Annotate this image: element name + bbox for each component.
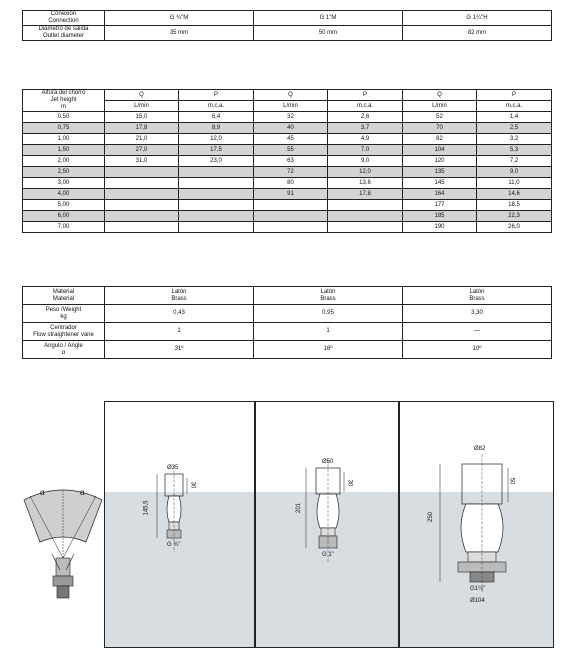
- table-cell: 17,8: [328, 189, 403, 200]
- table-row: [23, 211, 552, 222]
- table-cell: [254, 222, 328, 233]
- table-cell: 7,0: [328, 145, 403, 156]
- table-cell: 31º: [105, 341, 254, 359]
- flow-pressure-table: [22, 89, 552, 233]
- table-cell: 1: [105, 323, 254, 341]
- table-cell: 13,6: [328, 178, 403, 189]
- table-cell: 31,0: [105, 156, 179, 167]
- dimension-side: 30: [346, 479, 353, 487]
- table-header-row: [23, 90, 552, 101]
- table-row: [23, 134, 552, 145]
- dimension-base-diameter: Ø104: [470, 598, 485, 604]
- table-cell: 8,9: [179, 123, 254, 134]
- table-cell: 16º: [254, 341, 403, 359]
- table-cell: [179, 167, 254, 178]
- table-cell: —: [403, 323, 552, 341]
- table-cell: 14,6: [477, 189, 552, 200]
- table-row: [23, 156, 552, 167]
- row-label: Angulo / Angle α: [23, 341, 105, 359]
- table-cell: 40: [254, 123, 328, 134]
- jet-height-cell: 0,50: [23, 112, 105, 123]
- table-cell: 91: [254, 189, 328, 200]
- angle-diagram: [22, 470, 104, 620]
- table-cell: [328, 211, 403, 222]
- table-cell: 3,7: [328, 123, 403, 134]
- jet-height-cell: 1,50: [23, 145, 105, 156]
- unit-p: m.c.a.: [328, 101, 403, 112]
- table-cell: 21,0: [105, 134, 179, 145]
- table-row: [23, 341, 552, 359]
- table-cell: G 1¼"H: [403, 11, 552, 26]
- table-cell: 1: [254, 323, 403, 341]
- col-q: Q: [254, 90, 328, 101]
- dimension-top-diameter: Ø35: [167, 465, 179, 471]
- table-row: [23, 178, 552, 189]
- table-row: [23, 189, 552, 200]
- table-cell: 15,0: [105, 112, 179, 123]
- row-label: Diámetro de salida Outlet diameter: [23, 26, 105, 41]
- table-cell: 10º: [403, 341, 552, 359]
- col-p: P: [328, 90, 403, 101]
- table-row: [23, 287, 552, 305]
- table-cell: 22,3: [477, 211, 552, 222]
- table-cell: 70: [403, 123, 477, 134]
- table-cell: [328, 222, 403, 233]
- table-cell: 1,4: [477, 112, 552, 123]
- table-cell: 2,5: [477, 123, 552, 134]
- specs-table: [22, 286, 552, 359]
- dimension-height: 250: [428, 511, 435, 523]
- table-cell: 3,2: [477, 134, 552, 145]
- dimension-thread: G 1": [322, 552, 334, 558]
- jet-height-cell: 3,00: [23, 178, 105, 189]
- table-cell: 2,6: [328, 112, 403, 123]
- table-cell: 80: [254, 178, 328, 189]
- table-cell: 9,0: [477, 167, 552, 178]
- table-cell: [105, 178, 179, 189]
- table-cell: 26,0: [477, 222, 552, 233]
- table-row: [23, 222, 552, 233]
- table-row: [23, 26, 552, 41]
- jet-height-cell: 0,75: [23, 123, 105, 134]
- table-cell: 120: [403, 156, 477, 167]
- table-cell: 27,0: [105, 145, 179, 156]
- table-cell: 9,0: [328, 156, 403, 167]
- row-label: Conexión Connection: [23, 11, 105, 26]
- table-cell: 72: [254, 167, 328, 178]
- table-cell: 63: [254, 156, 328, 167]
- unit-p: m.c.a.: [477, 101, 552, 112]
- table-cell: 185: [403, 211, 477, 222]
- table-row: [23, 112, 552, 123]
- unit-p: m.c.a.: [179, 101, 254, 112]
- table-cell: 11,0: [477, 178, 552, 189]
- table-cell: 18,5: [477, 200, 552, 211]
- table-cell: [105, 222, 179, 233]
- table-cell: [179, 189, 254, 200]
- jet-height-header: Altura del chorro Jet height m: [23, 90, 105, 112]
- table-cell: 4,9: [328, 134, 403, 145]
- table-cell: 0,43: [105, 305, 254, 323]
- dimension-top-diameter: Ø82: [474, 446, 486, 452]
- table-cell: [179, 200, 254, 211]
- dimension-side: 30: [189, 481, 196, 489]
- table-row: [23, 305, 552, 323]
- table-cell: 17,5: [179, 145, 254, 156]
- table-cell: [179, 178, 254, 189]
- angle-label-left: α: [40, 488, 45, 497]
- dimension-height: 145,5: [143, 500, 150, 516]
- dimension-thread: G ¾": [167, 542, 181, 548]
- table-row: [23, 323, 552, 341]
- table-row: [23, 145, 552, 156]
- table-cell: [328, 200, 403, 211]
- table-cell: 50 mm: [254, 26, 403, 41]
- table-row: [23, 123, 552, 134]
- table-cell: 7,2: [477, 156, 552, 167]
- jet-height-cell: 6,00: [23, 211, 105, 222]
- table-cell: 17,8: [105, 123, 179, 134]
- jet-height-cell: 2,00: [23, 156, 105, 167]
- col-q: Q: [105, 90, 179, 101]
- table-row: [23, 167, 552, 178]
- col-p: P: [179, 90, 254, 101]
- table-cell: 177: [403, 200, 477, 211]
- table-cell: 55: [254, 145, 328, 156]
- unit-q: L/min: [403, 101, 477, 112]
- table-cell: Latón Brass: [254, 287, 403, 305]
- nozzle-diagram-g34: [104, 401, 255, 648]
- jet-height-cell: 5,00: [23, 200, 105, 211]
- table-cell: 82 mm: [403, 26, 552, 41]
- table-cell: 32: [254, 112, 328, 123]
- table-cell: 104: [403, 145, 477, 156]
- angle-label-right: α: [80, 488, 85, 497]
- table-cell: 3,30: [403, 305, 552, 323]
- jet-height-cell: 4,00: [23, 189, 105, 200]
- table-row: [23, 11, 552, 26]
- row-label: Centrador Flow straightener vane: [23, 323, 105, 341]
- table-cell: 35 mm: [105, 26, 254, 41]
- table-cell: [105, 167, 179, 178]
- table-cell: 23,0: [179, 156, 254, 167]
- table-cell: [105, 200, 179, 211]
- nozzle-diagram-g1: [255, 401, 399, 648]
- table-cell: Latón Brass: [403, 287, 552, 305]
- table-cell: 0,95: [254, 305, 403, 323]
- connection-table: [22, 10, 552, 41]
- jet-height-cell: 7,00: [23, 222, 105, 233]
- table-cell: 82: [403, 134, 477, 145]
- table-cell: 190: [403, 222, 477, 233]
- dimension-height: 201: [296, 502, 303, 514]
- table-cell: 12,0: [179, 134, 254, 145]
- table-cell: 52: [403, 112, 477, 123]
- table-cell: 164: [403, 189, 477, 200]
- col-p: P: [477, 90, 552, 101]
- table-cell: [179, 211, 254, 222]
- table-cell: [254, 200, 328, 211]
- col-q: Q: [403, 90, 477, 101]
- dimension-top-diameter: Ø50: [322, 459, 334, 465]
- table-row: [23, 200, 552, 211]
- jet-height-cell: 2,50: [23, 167, 105, 178]
- table-cell: 12,0: [328, 167, 403, 178]
- nozzle-diagram-g114: [399, 401, 554, 648]
- table-cell: [254, 211, 328, 222]
- table-cell: 135: [403, 167, 477, 178]
- table-cell: G ¾"M: [105, 11, 254, 26]
- row-label: Material Material: [23, 287, 105, 305]
- table-cell: 6,4: [179, 112, 254, 123]
- table-cell: 5,3: [477, 145, 552, 156]
- row-label: Peso /Weight kg: [23, 305, 105, 323]
- dimension-side: 50: [508, 477, 515, 485]
- table-cell: Latón Brass: [105, 287, 254, 305]
- dimension-thread: G1¼": [470, 586, 486, 592]
- table-cell: [105, 189, 179, 200]
- unit-q: L/min: [105, 101, 179, 112]
- table-cell: 45: [254, 134, 328, 145]
- jet-height-cell: 1,00: [23, 134, 105, 145]
- table-cell: G 1"M: [254, 11, 403, 26]
- table-cell: [179, 222, 254, 233]
- table-cell: [105, 211, 179, 222]
- table-cell: 145: [403, 178, 477, 189]
- unit-q: L/min: [254, 101, 328, 112]
